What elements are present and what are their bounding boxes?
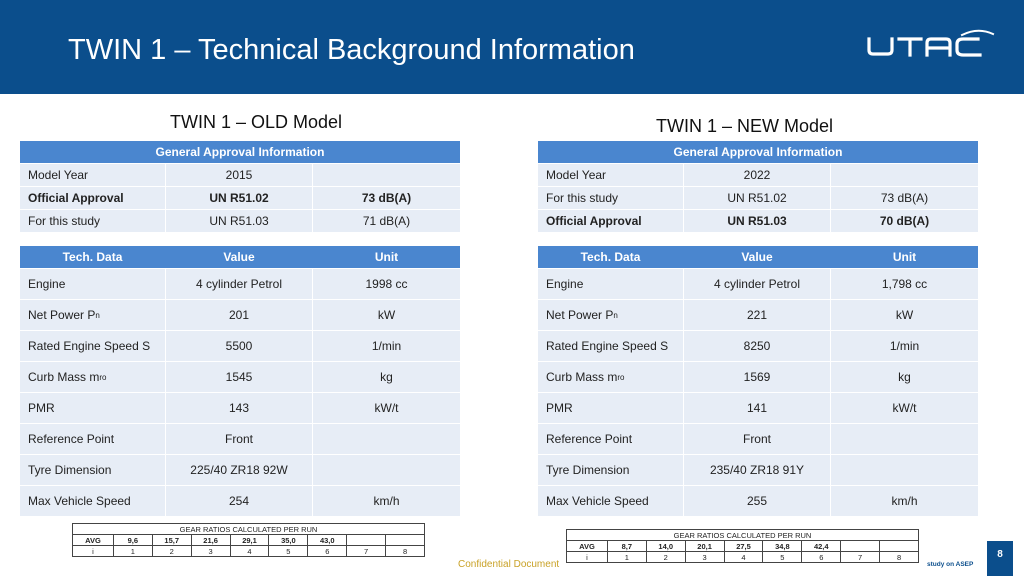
tech-value: 235/40 ZR18 91Y [684,455,830,485]
tech-label: Rated Engine Speed S [538,331,683,361]
old-tech-header-label: Tech. Data [62,250,123,264]
gear-avg-value: 34,8 [763,541,802,552]
tech-label: PMR [538,393,683,423]
old-approval-label: Official Approval [20,187,165,209]
tech-value: 4 cylinder Petrol [684,269,830,299]
tech-label: Max Vehicle Speed [20,486,165,516]
tech-unit: km/h [831,486,978,516]
gear-index-value: 7 [347,546,386,557]
old-approval-label: For this study [20,210,165,232]
tech-label-text: Curb Mass m [546,370,618,384]
tech-unit: 1/min [831,331,978,361]
tech-value: 8250 [684,331,830,361]
gear-avg-value [386,535,425,546]
new-model-title: TWIN 1 – NEW Model [656,116,834,136]
new-approval-header-label: General Approval Information [673,145,843,159]
tech-label: Rated Engine Speed S [20,331,165,361]
tech-unit [831,455,978,485]
tech-unit: kW/t [313,393,460,423]
old-approval-db [313,164,460,186]
table-row [20,393,460,423]
gear-avg-value: 27,5 [724,541,763,552]
table-row [20,164,460,186]
gear-avg-value: 35,0 [269,535,308,546]
gear-index-value: 1 [113,546,152,557]
table-row [20,300,460,330]
tech-label-text: Net Power P [546,308,614,322]
old-approval-header-label: General Approval Information [155,145,325,159]
tech-unit [313,455,460,485]
gear-avg-value: 43,0 [308,535,347,546]
gear-index-value: 6 [802,552,841,563]
tech-value: 201 [166,300,312,330]
tech-unit: kg [831,362,978,392]
tech-label-text: Net Power P [28,308,96,322]
table-row [20,187,460,209]
gear-index-value: 4 [230,546,269,557]
utac-logo-icon [866,28,996,60]
table-row [538,455,978,485]
gear-index-row [567,552,919,563]
old-approval-header [20,141,460,163]
new-approval-db: 73 dB(A) [831,187,978,209]
tech-unit: 1998 cc [313,269,460,299]
old-approval-value: 2015 [166,164,312,186]
old-tech-header-value: Value [223,250,255,264]
tech-value: Front [166,424,312,454]
new-approval-header [538,141,978,163]
tech-value: 4 cylinder Petrol [166,269,312,299]
new-approval-value: UN R51.03 [684,210,830,232]
tech-label [20,300,165,330]
new-tech-header-value: Value [741,250,773,264]
gear-index-value: 5 [763,552,802,563]
tech-value: 225/40 ZR18 92W [166,455,312,485]
table-row [20,486,460,516]
table-row [538,486,978,516]
tech-unit: 1/min [313,331,460,361]
old-tech-header [20,246,460,268]
tech-label-subscript: n [95,310,100,320]
gear-index-value: 1 [607,552,646,563]
tech-unit: 1,798 cc [831,269,978,299]
tech-label: Tyre Dimension [20,455,165,485]
tech-label: Max Vehicle Speed [538,486,683,516]
gear-avg-value: 9,6 [113,535,152,546]
old-approval-value: UN R51.03 [166,210,312,232]
old-tech-header-unit: Unit [374,250,399,264]
gear-avg-value: 42,4 [802,541,841,552]
tech-unit: kW [313,300,460,330]
table-row [538,362,978,392]
page-number-badge: 8 [987,541,1013,576]
tech-label: Engine [20,269,165,299]
gear-table-title: GEAR RATIOS CALCULATED PER RUN [567,530,919,541]
tech-label: Reference Point [538,424,683,454]
tech-unit: km/h [313,486,460,516]
table-row [538,187,978,209]
gear-avg-value: 14,0 [646,541,685,552]
tech-label-subscript: ro [617,372,625,382]
gear-index-value: 3 [685,552,724,563]
table-row [538,210,978,232]
gear-avg-value [880,541,919,552]
tech-label-subscript: ro [99,372,107,382]
new-approval-db: 70 dB(A) [831,210,978,232]
gear-index-value: 2 [646,552,685,563]
gear-index-value: 2 [152,546,191,557]
tech-value: 254 [166,486,312,516]
gear-avg-label: AVG [73,535,114,546]
tech-label-subscript: n [613,310,618,320]
table-row [538,424,978,454]
header-bar [0,0,1024,94]
tech-value: 255 [684,486,830,516]
tech-value: 1545 [166,362,312,392]
new-approval-db [831,164,978,186]
gear-index-value: 7 [841,552,880,563]
table-row [20,210,460,232]
tech-unit [831,424,978,454]
gear-avg-value [841,541,880,552]
old-approval-db: 71 dB(A) [313,210,460,232]
table-row [538,300,978,330]
old-gear-ratio-table [72,523,425,557]
tech-unit [313,424,460,454]
table-row [20,424,460,454]
new-approval-value: 2022 [684,164,830,186]
gear-table-title: GEAR RATIOS CALCULATED PER RUN [73,524,425,535]
new-approval-value: UN R51.02 [684,187,830,209]
gear-index-value: 4 [724,552,763,563]
table-row [20,455,460,485]
old-approval-value: UN R51.02 [166,187,312,209]
tech-label-text: Curb Mass m [28,370,100,384]
tech-unit: kW/t [831,393,978,423]
tech-value: 1569 [684,362,830,392]
gear-avg-label: AVG [567,541,608,552]
tech-value: Front [684,424,830,454]
tech-label: PMR [20,393,165,423]
gear-avg-value: 20,1 [685,541,724,552]
table-row [20,331,460,361]
tech-unit: kW [831,300,978,330]
gear-index-label: i [73,546,114,557]
old-approval-label: Model Year [20,164,165,186]
gear-index-value: 3 [191,546,230,557]
gear-index-label: i [567,552,608,563]
gear-index-value: 6 [308,546,347,557]
new-approval-label: Official Approval [538,210,683,232]
new-tech-header [538,246,978,268]
tech-label [538,300,683,330]
tech-value: 5500 [166,331,312,361]
gear-avg-row [567,541,919,552]
gear-avg-value [347,535,386,546]
new-approval-label: Model Year [538,164,683,186]
gear-avg-row [73,535,425,546]
tech-value: 221 [684,300,830,330]
new-gear-ratio-table [566,529,919,563]
tech-label [20,362,165,392]
table-row [20,362,460,392]
table-row [538,331,978,361]
gear-avg-value: 21,6 [191,535,230,546]
old-approval-db: 73 dB(A) [313,187,460,209]
gear-index-value: 8 [386,546,425,557]
gear-avg-value: 29,1 [230,535,269,546]
gear-avg-value: 8,7 [607,541,646,552]
gear-index-value: 8 [880,552,919,563]
table-row [538,393,978,423]
confidential-label: Confidential Document [458,559,560,570]
gear-index-row [73,546,425,557]
new-approval-label: For this study [538,187,683,209]
tech-value: 141 [684,393,830,423]
gear-index-value: 5 [269,546,308,557]
tech-label: Reference Point [20,424,165,454]
table-row [538,164,978,186]
tech-label [538,362,683,392]
tech-label: Tyre Dimension [538,455,683,485]
tech-unit: kg [313,362,460,392]
gear-avg-value: 15,7 [152,535,191,546]
new-tech-header-label: Tech. Data [580,250,641,264]
study-label: study on ASEP [927,561,974,568]
page-title: TWIN 1 – Technical Background Information [68,34,635,66]
table-row [538,269,978,299]
tech-value: 143 [166,393,312,423]
new-tech-header-unit: Unit [892,250,917,264]
old-model-title: TWIN 1 – OLD Model [170,112,343,132]
table-row [20,269,460,299]
tech-label: Engine [538,269,683,299]
